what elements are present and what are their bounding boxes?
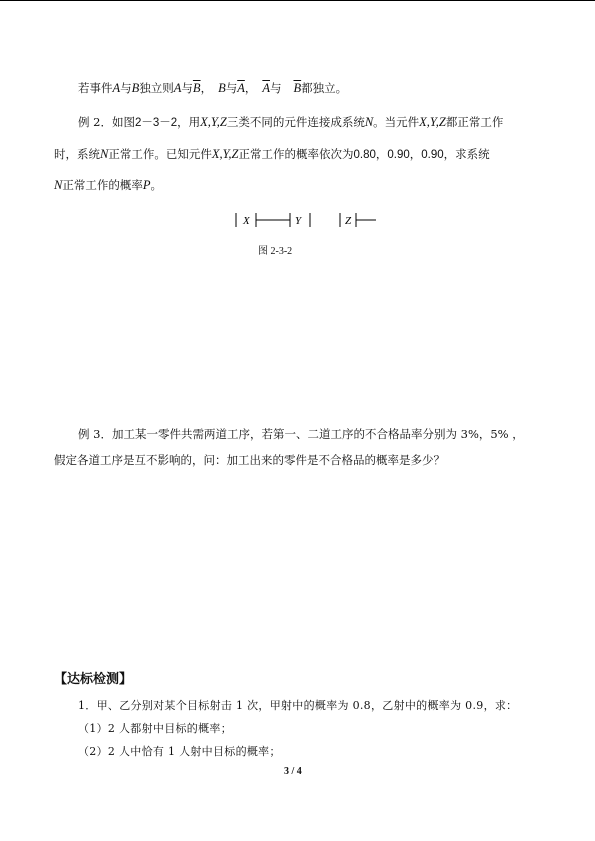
example2-line-2 bbox=[54, 146, 490, 163]
question-1-part-2: （2）2 人中恰有 1 人射中目标的概率； bbox=[78, 745, 281, 758]
event-a-complement: $\overline{A}$ bbox=[237, 81, 245, 95]
intro-text-8: 与 bbox=[269, 81, 282, 95]
intro-text-5: ， bbox=[200, 81, 213, 95]
example2-text: 。 bbox=[150, 178, 162, 192]
example2-text: 。当元件 bbox=[373, 115, 420, 129]
example2-text: 都正常工作 bbox=[445, 115, 504, 129]
circuit-diagram bbox=[232, 211, 382, 229]
probability-x: 0.80 bbox=[353, 149, 376, 161]
event-b-complement-2: $\overline{B}$ bbox=[293, 81, 302, 95]
event-b-complement: $\overline{B}$ bbox=[192, 81, 201, 95]
separator: ， bbox=[375, 147, 388, 161]
example2-text: ，用 bbox=[177, 115, 201, 129]
system-n: N bbox=[100, 147, 109, 161]
system-n: N bbox=[364, 115, 374, 129]
probability-p: P bbox=[142, 178, 151, 192]
page-top-border bbox=[0, 0, 595, 1]
separator: ， bbox=[409, 147, 422, 161]
example2-label: 例 2．如图 bbox=[78, 115, 135, 129]
example2-text: ，求系统 bbox=[443, 147, 490, 161]
probability-y: 0.90 bbox=[387, 149, 410, 161]
event-a-2: A bbox=[173, 81, 182, 95]
event-b-2: B bbox=[218, 81, 226, 95]
component-y-label: Y bbox=[295, 215, 302, 227]
example2-text: 正常工作。已知元件 bbox=[108, 147, 212, 161]
example2-text: 时，系统 bbox=[54, 147, 100, 161]
section-title-assessment: 【达标检测】 bbox=[54, 672, 133, 687]
components-xyz: X,Y,Z bbox=[419, 115, 446, 129]
example3-line-1: 例 3．加工某一零件共需两道工序，若第一、二道工序的不合格品率分别为 3%，5% ， bbox=[78, 427, 524, 441]
example2-text: 正常工作的概率 bbox=[62, 178, 143, 192]
example2-line-1 bbox=[78, 114, 503, 131]
intro-text-9: 都独立。 bbox=[301, 81, 348, 95]
circuit-svg bbox=[232, 211, 382, 229]
probability-z: 0.90 bbox=[421, 149, 444, 161]
page-number: 3 / 4 bbox=[284, 766, 302, 777]
system-n: N bbox=[54, 178, 63, 192]
component-x-label: X bbox=[243, 215, 250, 227]
component-z-label: Z bbox=[345, 215, 352, 227]
example2-text: 三类不同的元件连接成系统 bbox=[226, 115, 365, 129]
question-1-part-1: （1）2 人都射中目标的概率； bbox=[78, 722, 232, 735]
event-a-complement-2: $\overline{A}$ bbox=[262, 81, 270, 95]
event-a: A bbox=[112, 81, 121, 95]
figure-reference: 2－3－2 bbox=[134, 117, 178, 129]
components-xyz: X,Y,Z bbox=[200, 115, 227, 129]
intro-independence-line bbox=[78, 80, 347, 96]
example2-text: 正常工作的概率依次为 bbox=[238, 147, 354, 161]
components-xyz: X,Y,Z bbox=[211, 147, 239, 161]
intro-text-6: 与 bbox=[225, 81, 238, 95]
intro-text-2: 与 bbox=[120, 81, 132, 95]
intro-text-1: 若事件 bbox=[78, 81, 113, 95]
figure-caption: 图 2-3-2 bbox=[258, 246, 293, 257]
intro-text-3: 独立则 bbox=[139, 81, 174, 95]
event-b: B bbox=[131, 81, 140, 95]
example2-line-3 bbox=[54, 177, 162, 193]
intro-text-4: 与 bbox=[181, 81, 193, 95]
intro-text-7: ， bbox=[244, 81, 257, 95]
question-1: 1．甲、乙分别对某个目标射击 1 次，甲射中的概率为 0.8，乙射中的概率为 0.9，求： bbox=[78, 699, 518, 712]
example3-line-2: 假定各道工序是互不影响的，问：加工出来的零件是不合格品的概率是多少？ bbox=[54, 453, 445, 467]
